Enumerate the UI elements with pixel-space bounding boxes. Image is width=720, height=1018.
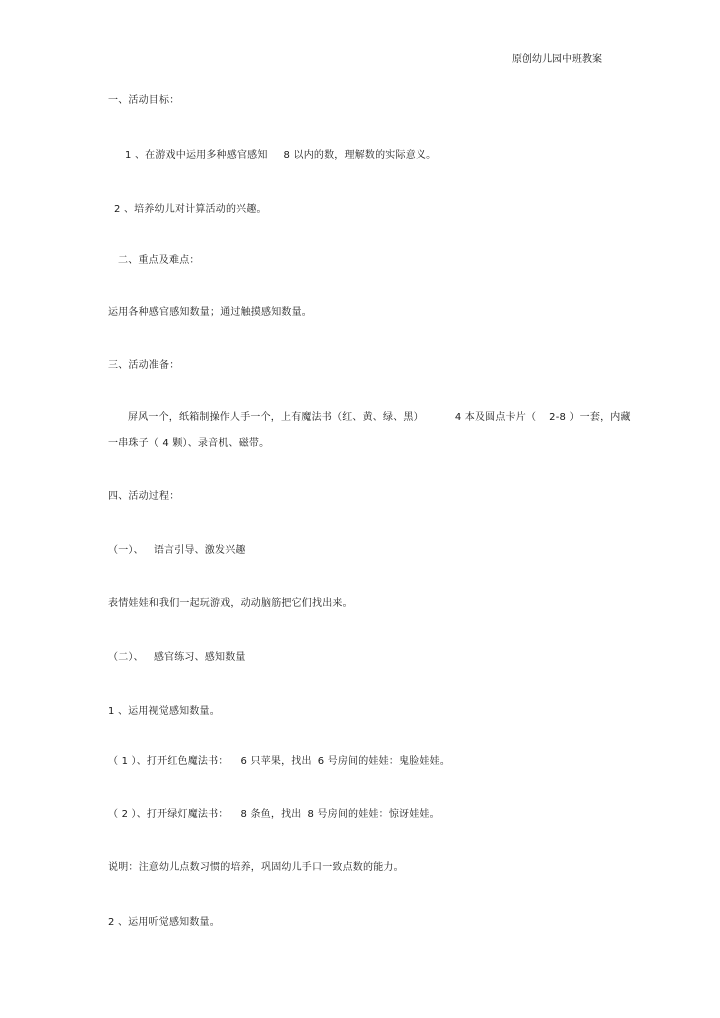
process-step-2-title: 感官练习、感知数量: [153, 652, 246, 663]
section-heading-preparation: 三、活动准备：: [108, 360, 180, 371]
process-step-2-number: （二）、: [108, 652, 144, 663]
preparation-line-1-part-c: 2-8 ）一套，内藏: [549, 412, 631, 423]
preparation-line-1-part-a: 屏风一个，纸箱制操作人手一个，上有魔法书（红、黄、绿、黑）: [128, 412, 424, 423]
process-step-1-title: 语言引导、激发兴趣: [153, 545, 246, 556]
header-title: 原创幼儿园中班教案: [512, 54, 602, 65]
note-text: 说明：注意幼儿点数习惯的培养，巩固幼儿手口一致点数的能力。: [108, 862, 404, 873]
process-step-1-text: 表情娃娃和我们一起玩游戏，动动脑筋把它们找出来。: [108, 598, 353, 609]
sub-item-visual-2-part-c: 8 号房间的娃娃：惊讶娃娃。: [307, 809, 440, 820]
process-step-2-heading: [108, 651, 246, 664]
key-points-text: 运用各种感官感知数量；通过触摸感知数量。: [108, 307, 312, 318]
sub-item-visual: 1 、运用视觉感知数量。: [108, 706, 220, 717]
process-step-1-number: （一）、: [108, 545, 144, 556]
preparation-line-1-part-b: 4 本及圆点卡片（: [454, 412, 537, 423]
preparation-line-1: [128, 411, 631, 424]
sub-item-visual-2: [108, 808, 440, 821]
sub-item-visual-2-part-a: （ 2 ）、打开绿灯魔法书：: [108, 809, 229, 820]
sub-item-auditory: 2 、运用听觉感知数量。: [108, 917, 220, 928]
sub-item-visual-1: [108, 755, 450, 768]
process-step-1-heading: [108, 544, 246, 557]
preparation-line-2: 一串珠子（ 4 颗）、录音机、磁带。: [108, 438, 270, 449]
goal-item-2: 2 、培养幼儿对计算活动的兴趣。: [114, 204, 267, 215]
goal-item-1-part-b: 8 以内的数，理解数的实际意义。: [283, 150, 437, 161]
sub-item-visual-1-part-a: （ 1 ）、打开红色魔法书：: [108, 756, 229, 767]
section-heading-key-points: 二、重点及难点：: [118, 255, 200, 266]
sub-item-visual-1-part-b: 6 只苹果，找出: [240, 756, 312, 767]
section-heading-process: 四、活动过程：: [108, 491, 180, 502]
sub-item-visual-2-part-b: 8 条鱼，找出: [240, 809, 302, 820]
sub-item-visual-1-part-c: 6 号房间的娃娃：鬼脸娃娃。: [317, 756, 451, 767]
goal-item-1: [125, 149, 436, 162]
section-heading-goals: 一、活动目标：: [108, 95, 180, 106]
goal-item-1-part-a: 1 、在游戏中运用多种感官感知: [125, 150, 268, 161]
